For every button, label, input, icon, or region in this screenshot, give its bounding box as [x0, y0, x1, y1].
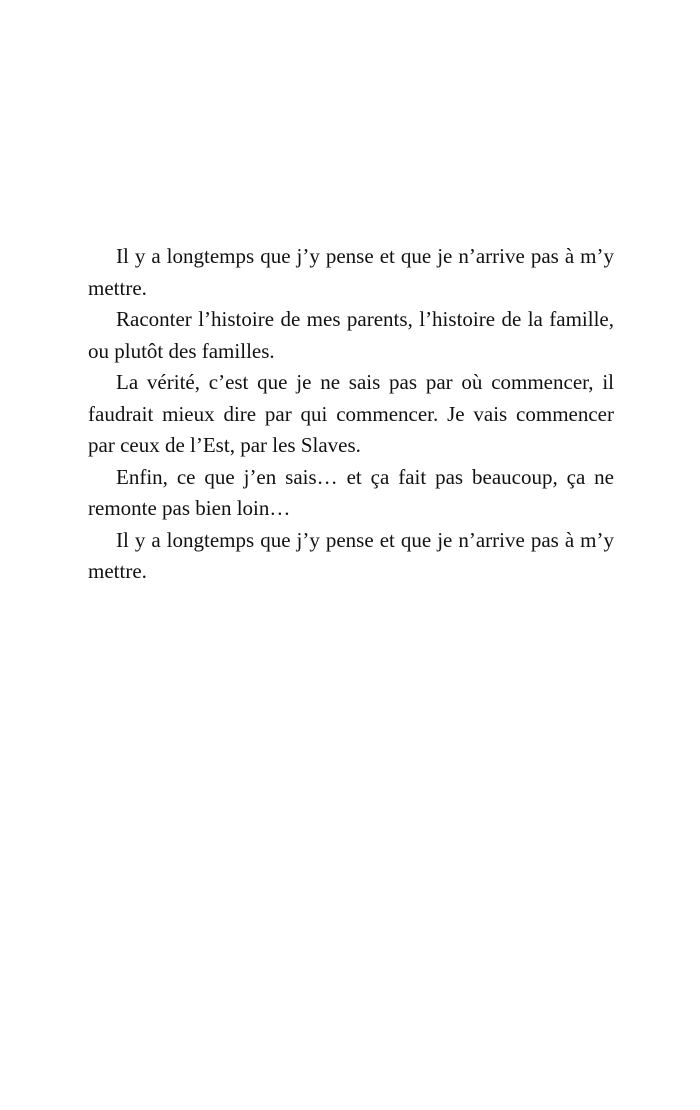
paragraph-2: Raconter l’histoire de mes parents, l’histoire de la famille, ou plutôt des familles.	[88, 307, 614, 363]
body-text	[88, 241, 614, 588]
paragraph-3: La vérité, c’est que je ne sais pas par où commencer, il faudrait mieux dire par qui commencer. Je vais commencer par ceux de l’Est, par les Slaves.	[88, 370, 614, 457]
paragraph-5: Il y a longtemps que j’y pense et que je n’arrive pas à m’y mettre.	[88, 527, 614, 583]
paragraph-4: Enfin, ce que j’en sais… et ça fait pas beaucoup, ça ne remonte pas bien loin…	[88, 464, 614, 520]
paragraph-1: Il y a longtemps que j’y pense et que je n’arrive pas à m’y mettre.	[88, 244, 614, 300]
